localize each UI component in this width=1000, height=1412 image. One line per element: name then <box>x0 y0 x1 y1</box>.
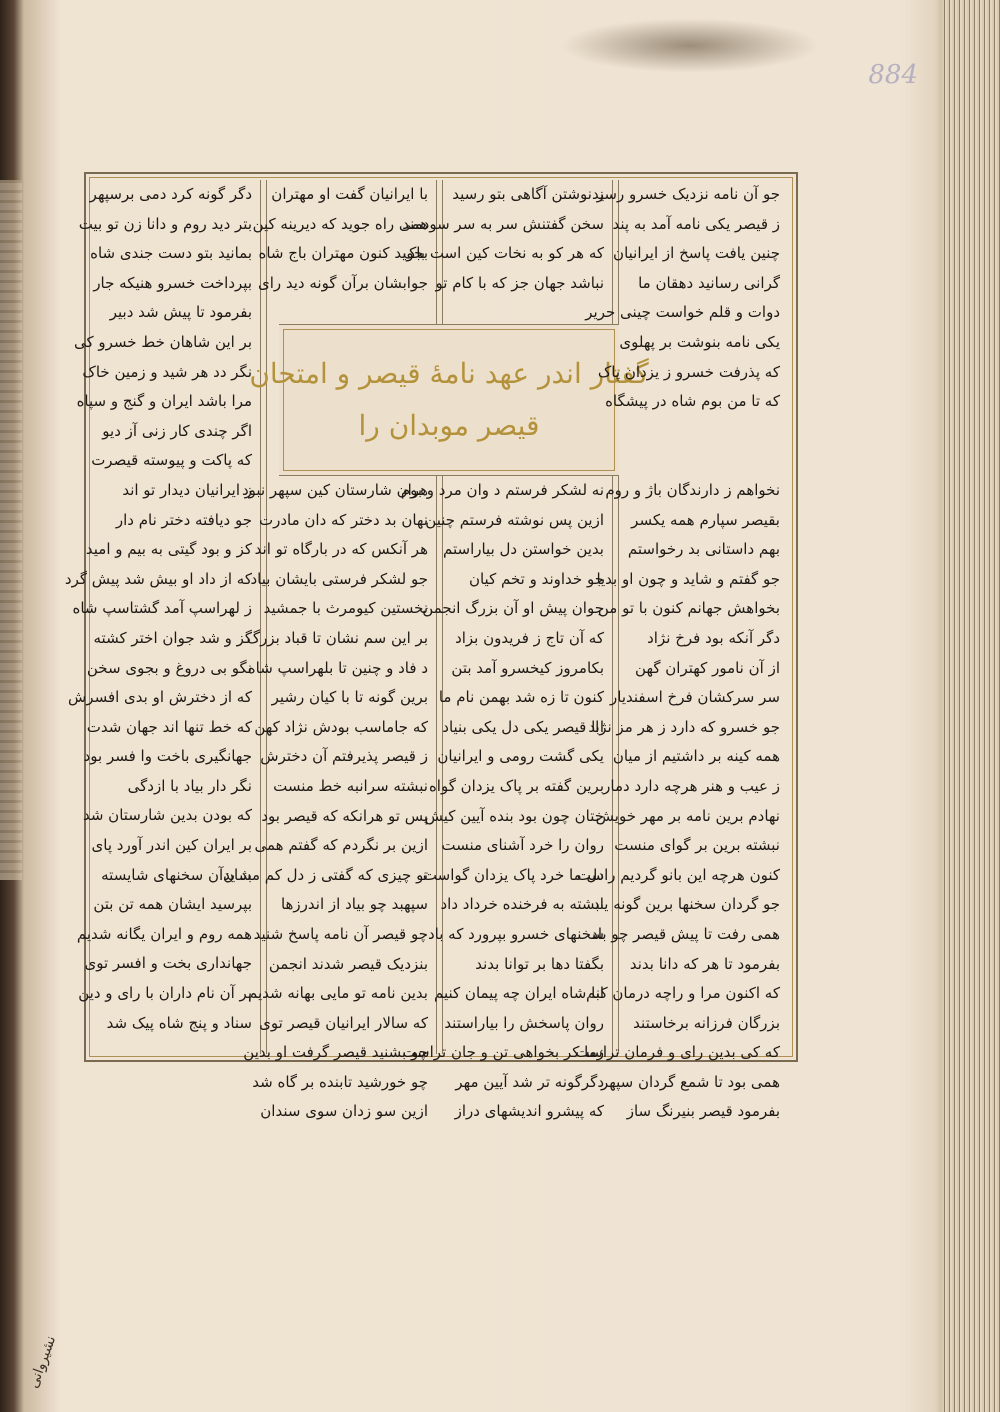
verse-line: از آن نامور کهتران گهن <box>635 658 780 677</box>
verse-line: چو خورشید تابنده بر گاه شد <box>252 1072 428 1091</box>
page-edges <box>942 0 1000 1412</box>
verse-line: نگر دد هر شید و زمین خاک <box>82 362 252 381</box>
verse-line: نباشد جهان جز که با کام تو <box>435 273 604 292</box>
verse-line: جو گردان سخنها برین گونه یاد <box>593 895 780 914</box>
column-2-lower <box>400 476 610 1121</box>
verse-line: بکامروز کیخسرو آمد بتن <box>451 658 604 677</box>
verse-line: که از داد او بیش شد پیش گرد <box>64 569 252 588</box>
verse-line: که هر کو به نخات کین است باک <box>402 244 604 263</box>
verse-line: بنزدیک قیصر شدند انجمن <box>268 954 428 973</box>
verse-line: اگر چندی کار زنی آز دیو <box>102 421 252 440</box>
column-1-mid <box>597 328 786 476</box>
verse-line: دگر آنکه بود فرخ نژاد <box>647 628 780 647</box>
verse-line: بقیصر سپارم همه یکسر <box>631 510 780 529</box>
verse-line: ز قیصر یکی نامه آمد به پند <box>612 214 780 233</box>
verse-line: که خط تنها اند جهان شدت <box>86 717 252 736</box>
verse-line: برین گونه تا با کیان رشیر <box>271 688 428 707</box>
verse-line: جو لشکر فرستی بایشان بیاد <box>250 569 428 588</box>
section-heading-frame <box>249 329 649 471</box>
verse-line: نهادم برین نامه بر مهر خویش <box>595 806 780 825</box>
verse-line: جو خداوند و تخم کیان <box>468 569 604 588</box>
verse-line: ز عیب و هنر هرچه دارد دمار <box>603 776 780 795</box>
verse-line: بر آن نام داران با رای و دین <box>78 984 252 1003</box>
water-stain <box>560 18 820 73</box>
verse-line: بفرمود تا هر که دانا بدند <box>629 954 780 973</box>
verse-line: که آن تاج ز فریدون بزاد <box>455 628 604 647</box>
verse-line: بخواهش جهانم کنون با تو من <box>597 599 780 618</box>
verse-line: بهم داستانی بد رخواستم <box>627 540 780 559</box>
verse-line: که سالار ایرانیان قیصر توی <box>259 1013 428 1032</box>
column-3-lower <box>222 476 434 1121</box>
verse-line: همه روم و ایران یگانه شدیم <box>76 924 252 943</box>
verse-line: مرا باشد ایران و گنج و سپاه <box>76 392 252 411</box>
verse-line: چو قیصر آن نامه پاسخ شنید <box>253 924 428 943</box>
verse-line: هران شارستان کین سپهر نبود <box>241 481 428 499</box>
column-4 <box>64 180 258 1054</box>
verse-line: جوان پیش او آن بزرگ انجمن <box>422 599 604 618</box>
verse-line: نگر دار بیاد با ازدگی <box>127 776 252 795</box>
verse-line: نخستین کیومرث با جمشید <box>263 599 428 618</box>
text-block <box>64 172 798 1121</box>
verse-line: بزرگان فرزانه برخاستند <box>633 1013 780 1032</box>
verse-line: که پذرفت خسرو ز یزدان پاک <box>597 362 780 381</box>
verse-line: ز ایرانیان دیدار تو اند <box>122 480 252 499</box>
verse-line: گز و شد جوان اختر کشته <box>93 628 252 647</box>
verse-line: نگو بی دروغ و بجوی سخن <box>86 658 252 677</box>
verse-line: بر این سم نشان تا قباد بزرگ <box>246 628 428 647</box>
verse-line: ز لهراسپ آمد گشتاسپ شاه <box>72 599 252 618</box>
verse-line: همی بود تا شمع گردان سپهر <box>600 1072 780 1091</box>
verse-line: بد یدآن سخنهای شایسته <box>101 865 252 884</box>
verse-line: یکی گشت رومی و ایرانیان <box>437 747 604 766</box>
verse-line: د فاد و چنین تا بلهراسپ شاه <box>247 658 428 677</box>
verse-line: نبشته برین بر گوای منست <box>614 836 780 855</box>
verse-line: که از دخترش او بدی افسرش <box>67 688 252 707</box>
verse-line: بفرمود قیصر بنیرنگ ساز <box>626 1102 780 1121</box>
verse-line: تو چیزی که گفتی ز دل کم مشان <box>222 865 428 884</box>
verse-line: دل ما خرد پاک یزدان گواست <box>422 865 604 884</box>
verse-line: زما کر بخواهی تن و جان تراست <box>402 1043 604 1062</box>
verse-line: ابا شاه ایران چه پیمان کنیم <box>433 984 604 1003</box>
column-1-lower <box>575 476 786 1121</box>
verse-line: بدین خواستن دل بیاراستم <box>443 540 604 559</box>
verse-line: ازین پس نوشته فرستم چنین <box>425 510 604 529</box>
verse-line: دگر گونه کرد دمی برسپهر <box>89 185 252 203</box>
verse-line: همی راه جوید که دیرینه کین <box>252 214 428 233</box>
verse-line: پس تو هرانکه که قیصر بود <box>261 806 428 825</box>
verse-line: بفرمود تا پیش شد دبیر <box>109 303 252 322</box>
verse-line: جو آن نامه نزدیک خسرو رسید <box>592 185 780 203</box>
column-3-upper <box>252 180 434 325</box>
verse-line: کز و بود گیتی به بیم و امید <box>85 540 252 559</box>
verse-line: جوابشان برآن گونه دید رای <box>257 273 428 292</box>
verse-line: سر سرکشان فرخ اسفندیار <box>610 688 780 707</box>
verse-line: برین گفته بر پاک یزدان گواه <box>428 776 604 795</box>
verse-line: نه لشکر فرستم د وان مرد و بوم <box>400 481 604 499</box>
verse-line: ختان چون بود بنده آیین کیش <box>424 806 604 825</box>
verse-line: بگفتا دها بر توانا بدند <box>475 954 604 973</box>
verse-line: کنون تا زه شد بهمن نام ما <box>438 688 604 707</box>
verse-line: بمانید بتو دست جندی شاه <box>90 244 252 263</box>
verse-line: ازین سو زدان سوی سندان <box>260 1102 428 1121</box>
verse-line: جهانداری بخت و افسر توی <box>84 954 252 973</box>
verse-line: ز قیصر پذیرفتم آن دخترش <box>260 747 428 766</box>
verse-line: روان پاسخش را بیاراستند <box>444 1013 604 1032</box>
section-heading-panel <box>249 324 649 476</box>
verse-line: بر ایران کین اندر آورد پای <box>91 836 252 855</box>
verse-line: جو خسرو که دارد ز هر مز نژاد <box>588 717 780 736</box>
verse-line: جهانگیری باخت وا فسر بود <box>83 747 252 766</box>
verse-line: بر این شاهان خط خسرو کی <box>73 332 252 351</box>
section-heading-line-2: قیصر موبدان را <box>358 409 540 442</box>
verse-line: یکی نامه بنوشت بر پهلوی <box>619 333 780 351</box>
verse-line: بجوید کنون مهتران باج شاه <box>258 244 428 263</box>
verse-line: جو دیافته دختر نام دار <box>115 510 252 529</box>
verse-line: که تا من بوم شاه در پیشگاه <box>605 392 780 411</box>
verse-line: که پاکت و پیوسته قیصرت <box>91 451 252 470</box>
verse-line: بتر دید روم و دانا زن تو بیت <box>78 214 252 233</box>
verse-line: چو بشنید قیصر گرفت او بدین <box>243 1043 428 1062</box>
verse-line: نهان بد دختر که دان مادرت <box>258 510 428 529</box>
verse-line: که اکنون مرا و راچه درمان کنم <box>585 984 780 1003</box>
verse-line: دگرگونه تر شد آیین مهر <box>455 1072 604 1091</box>
verse-line: ز نوشتن آگاهی بتو رسید <box>452 185 604 203</box>
verse-line: سپهبد چو بیاد از اندرزها <box>280 895 428 914</box>
column-2-upper <box>402 180 610 325</box>
verse-line: بدین نامه تو مایی بهانه شدیم <box>248 984 428 1003</box>
verse-line: ازین بر نگردم که گفتم همی <box>254 836 428 855</box>
verse-line: که بودن بدین شارستان شد <box>82 806 252 825</box>
verse-line: جو گفتم و شاید و چون او بدیا <box>596 569 780 588</box>
verse-line: همی رفت تا پیش قیصر چو باد <box>591 924 780 943</box>
verse-line: که کی بدین رای و فرمان تراست <box>575 1043 780 1062</box>
verse-line: گرانی رسانید دهقان ما <box>638 273 780 292</box>
verse-line: ابا قیصر یکی دل یکی بنیاد <box>442 717 604 736</box>
verse-line: دوات و قلم خواست چینی حریر <box>585 303 780 322</box>
verse-line: سناد و پنج شاه پیک شد <box>106 1013 252 1032</box>
verse-line: کنون هرچه این بانو گردیم راست <box>576 865 780 884</box>
verse-line: سخنهای خسرو بپرورد که باد <box>427 924 604 943</box>
verse-line: سخن گفتنش سر به سر سودمند <box>402 214 604 233</box>
verse-line: روان را خرد آشنای منست <box>441 836 604 855</box>
verse-line: که پیشرو اندیشهای دراز <box>454 1102 604 1121</box>
verse-line: هر آنکس که در بارگاه تو اند <box>254 540 428 559</box>
verse-line: که جاماسب بودش نژاد کهن <box>254 717 428 736</box>
column-1-upper <box>585 180 786 325</box>
section-heading-line-1: گفتار اندر عهد نامهٔ قیصر و امتحان <box>249 357 649 390</box>
verse-line: نبشته به فرخنده خرداد داد <box>440 895 604 914</box>
verse-line: بپرداخت خسرو هنیکه جار <box>93 273 252 292</box>
verse-line: نبشته سرانبه خط منست <box>273 776 428 795</box>
folio-number: 884 <box>868 60 918 90</box>
facing-page-edge <box>0 180 22 880</box>
margin-note: نشیروانی <box>25 1333 60 1391</box>
verse-line: نخواهم ز دارندگان باژ و روم <box>605 481 780 499</box>
verse-line: چنین یافت پاسخ از ایرانیان <box>613 244 780 263</box>
verse-line: با ایرانیان گفت او مهتران <box>271 185 428 203</box>
verse-line: بپرسید ایشان همه تن بتن <box>93 895 252 914</box>
verse-line: همه کینه بر داشتیم از میان <box>612 747 780 766</box>
